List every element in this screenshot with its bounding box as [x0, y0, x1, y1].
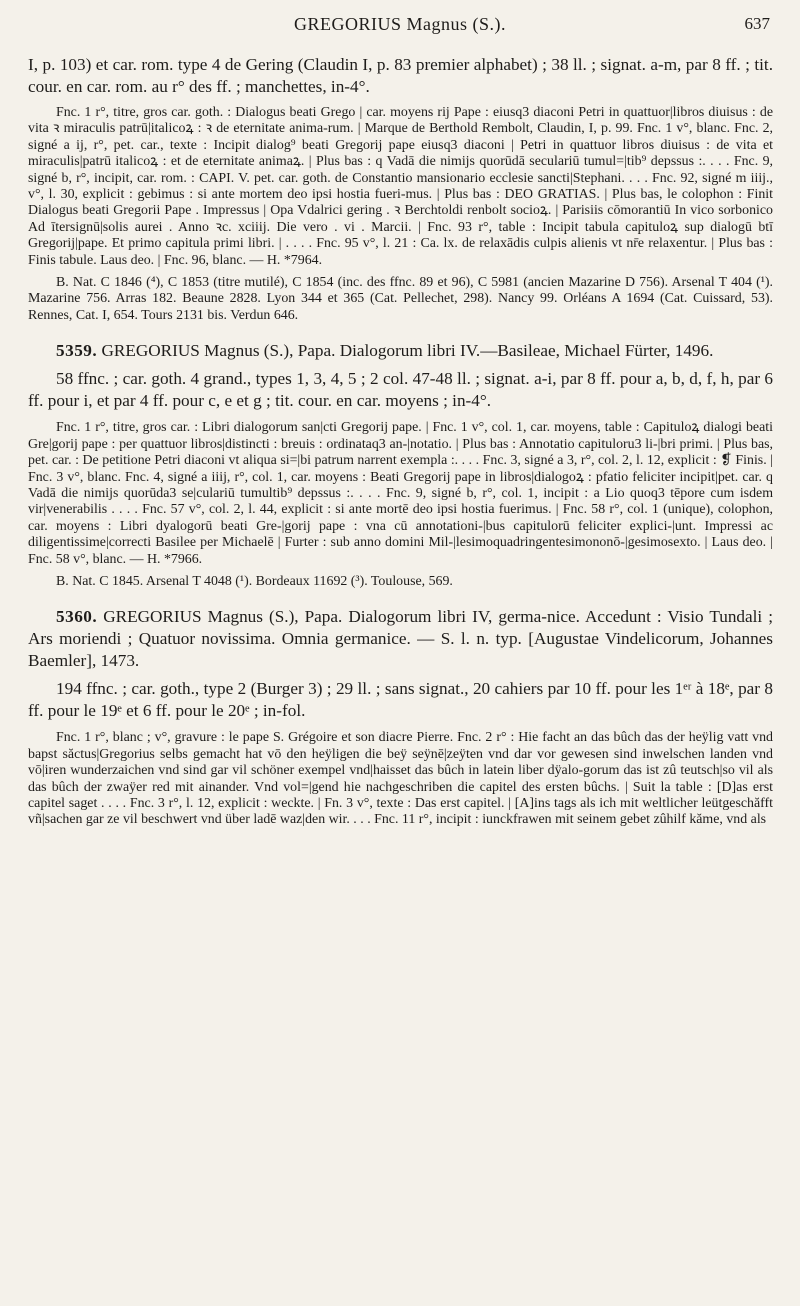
page-body	[28, 54, 773, 829]
entry-5359-description: Fnc. 1 r°, titre, gros car. : Libri dialogorum san|cti Gregorij pape. | Fnc. 1 v°, col. 1, car. moyens, table : Capituloꝝ dialogi beati Gre|gorij pape : per quattuor libros|distincti : breuis : ordinataq3 an-|notatio. | Plus bas : Annotatio capituloru3 li-|bri primi. | Plus bas, pet. car. : De petitione Petri diaconi vt aliqua si=|bi patrum narrent exempla :. . . . Fnc. 3, signé a 3, r°, col. 2, l. 12, explicit : ❡ Finis. | Fnc. 3 v°, blanc. Fnc. 4, signé a iiij, r°, col. 1, car. moyens : Beati Gregorij pape in libros|dialogoꝝ : pfatio feliciter incipit|pet. car. q Vadā die nimijs quorūda3 se|culariū tumultib⁹ depssus :. . . . Fnc. 9, signé b, r°, col. 1, incipit : a Lio quoq3 tēpore cum isdem vir|venerabilis . . . . Fnc. 57 v°, col. 2, l. 44, explicit : si ante mortē deo ipsi hostia fuerimus. | Fnc. 58 r°, col. 1 (unique), colophon, car. moyens : Libri dyalogorū beati Gre-|gorij pape : vna cū annotationi-|bus capitulorū feliciter explici-|unt. Impressi ac diligentissime|correcti Basilee per Michaelē | Furter : sub anno domini Mil-|lesimoquadringentesimononō-|gesimosexto. | Laus deo. | Fnc. 58 v°, blanc. — H. *7966.	[28, 420, 773, 567]
page-header	[0, 14, 800, 38]
entry-5359-number: 5359.	[56, 341, 98, 361]
entry-5359-title: GREGORIUS Magnus (S.), Papa. Dialogorum libri IV.—Basileae, Michael Fürter, 1496.	[97, 341, 714, 361]
entry-5360-heading	[28, 606, 773, 672]
running-head: GREGORIUS Magnus (S.).	[293, 14, 506, 34]
continued-collation: I, p. 103) et car. rom. type 4 de Gering (Claudin I, p. 83 premier alphabet) ; 38 ll. ; signat. a-m, par 8 ff. ; tit. cour. en car. rom. au r° des ff. ; manchettes, in-4°.	[28, 55, 773, 96]
entry-5360-title: GREGORIUS Magnus (S.), Papa. Dialogorum libri IV, germa-nice. Accedunt : Visio Tundali ; Ars moriendi ; Quatuor novissima. Omnia germanice. — S. l. n. typ. [Augustae Vindelicorum, Johannes Baemler], 1473.	[28, 607, 773, 671]
entry-5360-description: Fnc. 1 r°, blanc ; v°, gravure : le pape S. Grégoire et son diacre Pierre. Fnc. 2 r° : Hie facht an das bûch das der heÿlig vatt vnd bapst săctus|Gregorius selbs gemacht hat vō den heÿligen die beÿ seÿnē|zeÿten vnd dar vor gewesen sind inwelschen landen vnd vō|iren wunderzaichen vnd sind gar vil schöner exempel vnd|haisset das bûch in latein liber dÿalo-gorum das ist zû teutsch|so vil als das bûch der zwaÿer red mit ainander. Vnd vol=|gend hie nachgeschriben die capitel des ersten bûchs. | Suit la table : [D]as erst capitel saget . . . . Fnc. 3 r°, l. 12, explicit : weckte. | Fn. 3 v°, texte : Das erst capitel. | [A]ins tags als ich mit weltlicher leütgeschăfft vñ|sachen gar ze vil beschwert vnd über ladē waz|den wir. . . . Fnc. 11 r°, incipit : iunckfrawen mit seinem gebet zûhilf kăme, vnd als	[28, 730, 773, 828]
entry-5360-number: 5360.	[56, 607, 98, 627]
page-number: 637	[744, 14, 770, 33]
continued-holdings: B. Nat. C 1846 (⁴), C 1853 (titre mutilé), C 1854 (inc. des ffnc. 89 et 96), C 5981 (ancien Mazarine D 756). Arsenal T 404 (¹). Mazarine 756. Arras 182. Beaune 2828. Lyon 344 et 365 (Cat. Pellechet, 298). Nancy 99. Orléans A 1694 (Cat. Cuissard, 53). Rennes, Cat. I, 654. Tours 2131 bis. Verdun 646.	[28, 275, 773, 323]
entry-5359-collation: 58 ffnc. ; car. goth. 4 grand., types 1, 3, 4, 5 ; 2 col. 47-48 ll. ; signat. a-i, par 8 ff. pour a, b, d, f, h, par 6 ff. pour i, et par 4 ff. pour c, e et g ; tit. cour. en car. moyens ; in-4°.	[28, 369, 773, 411]
continued-description: Fnc. 1 r°, titre, gros car. goth. : Dialogus beati Grego | car. moyens rij Pape : eiusq3 diaconi Petri in quattuor|libros diuisus : de vita ꝛ miraculis patrū|italicoꝝ : ꝛ de eternitate anima-rum. | Marque de Berthold Rembolt, Claudin, I, p. 99. Fnc. 1 v°, blanc. Fnc. 2, signé a ij, r°, pet. car., texte : Incipit dialog⁹ beati Gregorij pape eiusq3 diaconi | Petri in quattuor libros diuisus : de vita et miraculis|patrū italicoꝝ : et de eternitate animaꝝ. | Plus bas : q Vadā die nimijs quorūdā seculariū tumul=|tib⁹ depssus :. . . . Fnc. 9, signé b, r°, incipit, car. rom. : CAPI. V. pet. car. goth. de Constantio mansionario ecclesie sancti|Stephani. . . . Fnc. 92, signé m iiij., v°, l. 30, explicit : gebimus : si ante mortem deo ipsi hostia fueri-mus. | Plus bas : DEO GRATIAS. | Plus bas, le colophon : Finit Dialogus beati Gregorii Pape . Impressus | Opa Vdalrici gering . ꝛ Berchtoldi renbolt socioꝝ. | Parisiis cōmorantiū In vico sorbonico Ad ītersignū|solis aurei . Anno ꝛc. xciiij. Die vero . vi . Marcii. | Fnc. 93 r°, table : Incipit tabula capituloꝝ sup dialogū btī Gregorij|pape. Et primo capitula primi libri. | . . . . Fnc. 95 v°, l. 21 : Ca. lx. de relaxādis culpis alienis vt nr̄e relaxentur. | Plus bas : Finis tabule. Laus deo. | Fnc. 96, blanc. — H. *7964.	[28, 105, 773, 268]
entry-5360-collation: 194 ffnc. ; car. goth., type 2 (Burger 3) ; 29 ll. ; sans signat., 20 cahiers par 10 ff. pour les 1ᵉʳ à 18ᵉ, par 8 ff. pour le 19ᵉ et 6 ff. pour le 20ᵉ ; in-fol.	[28, 679, 773, 721]
entry-5359-holdings: B. Nat. C 1845. Arsenal T 4048 (¹). Bordeaux 11692 (³). Toulouse, 569.	[56, 573, 453, 589]
entry-5359-heading	[28, 340, 773, 362]
